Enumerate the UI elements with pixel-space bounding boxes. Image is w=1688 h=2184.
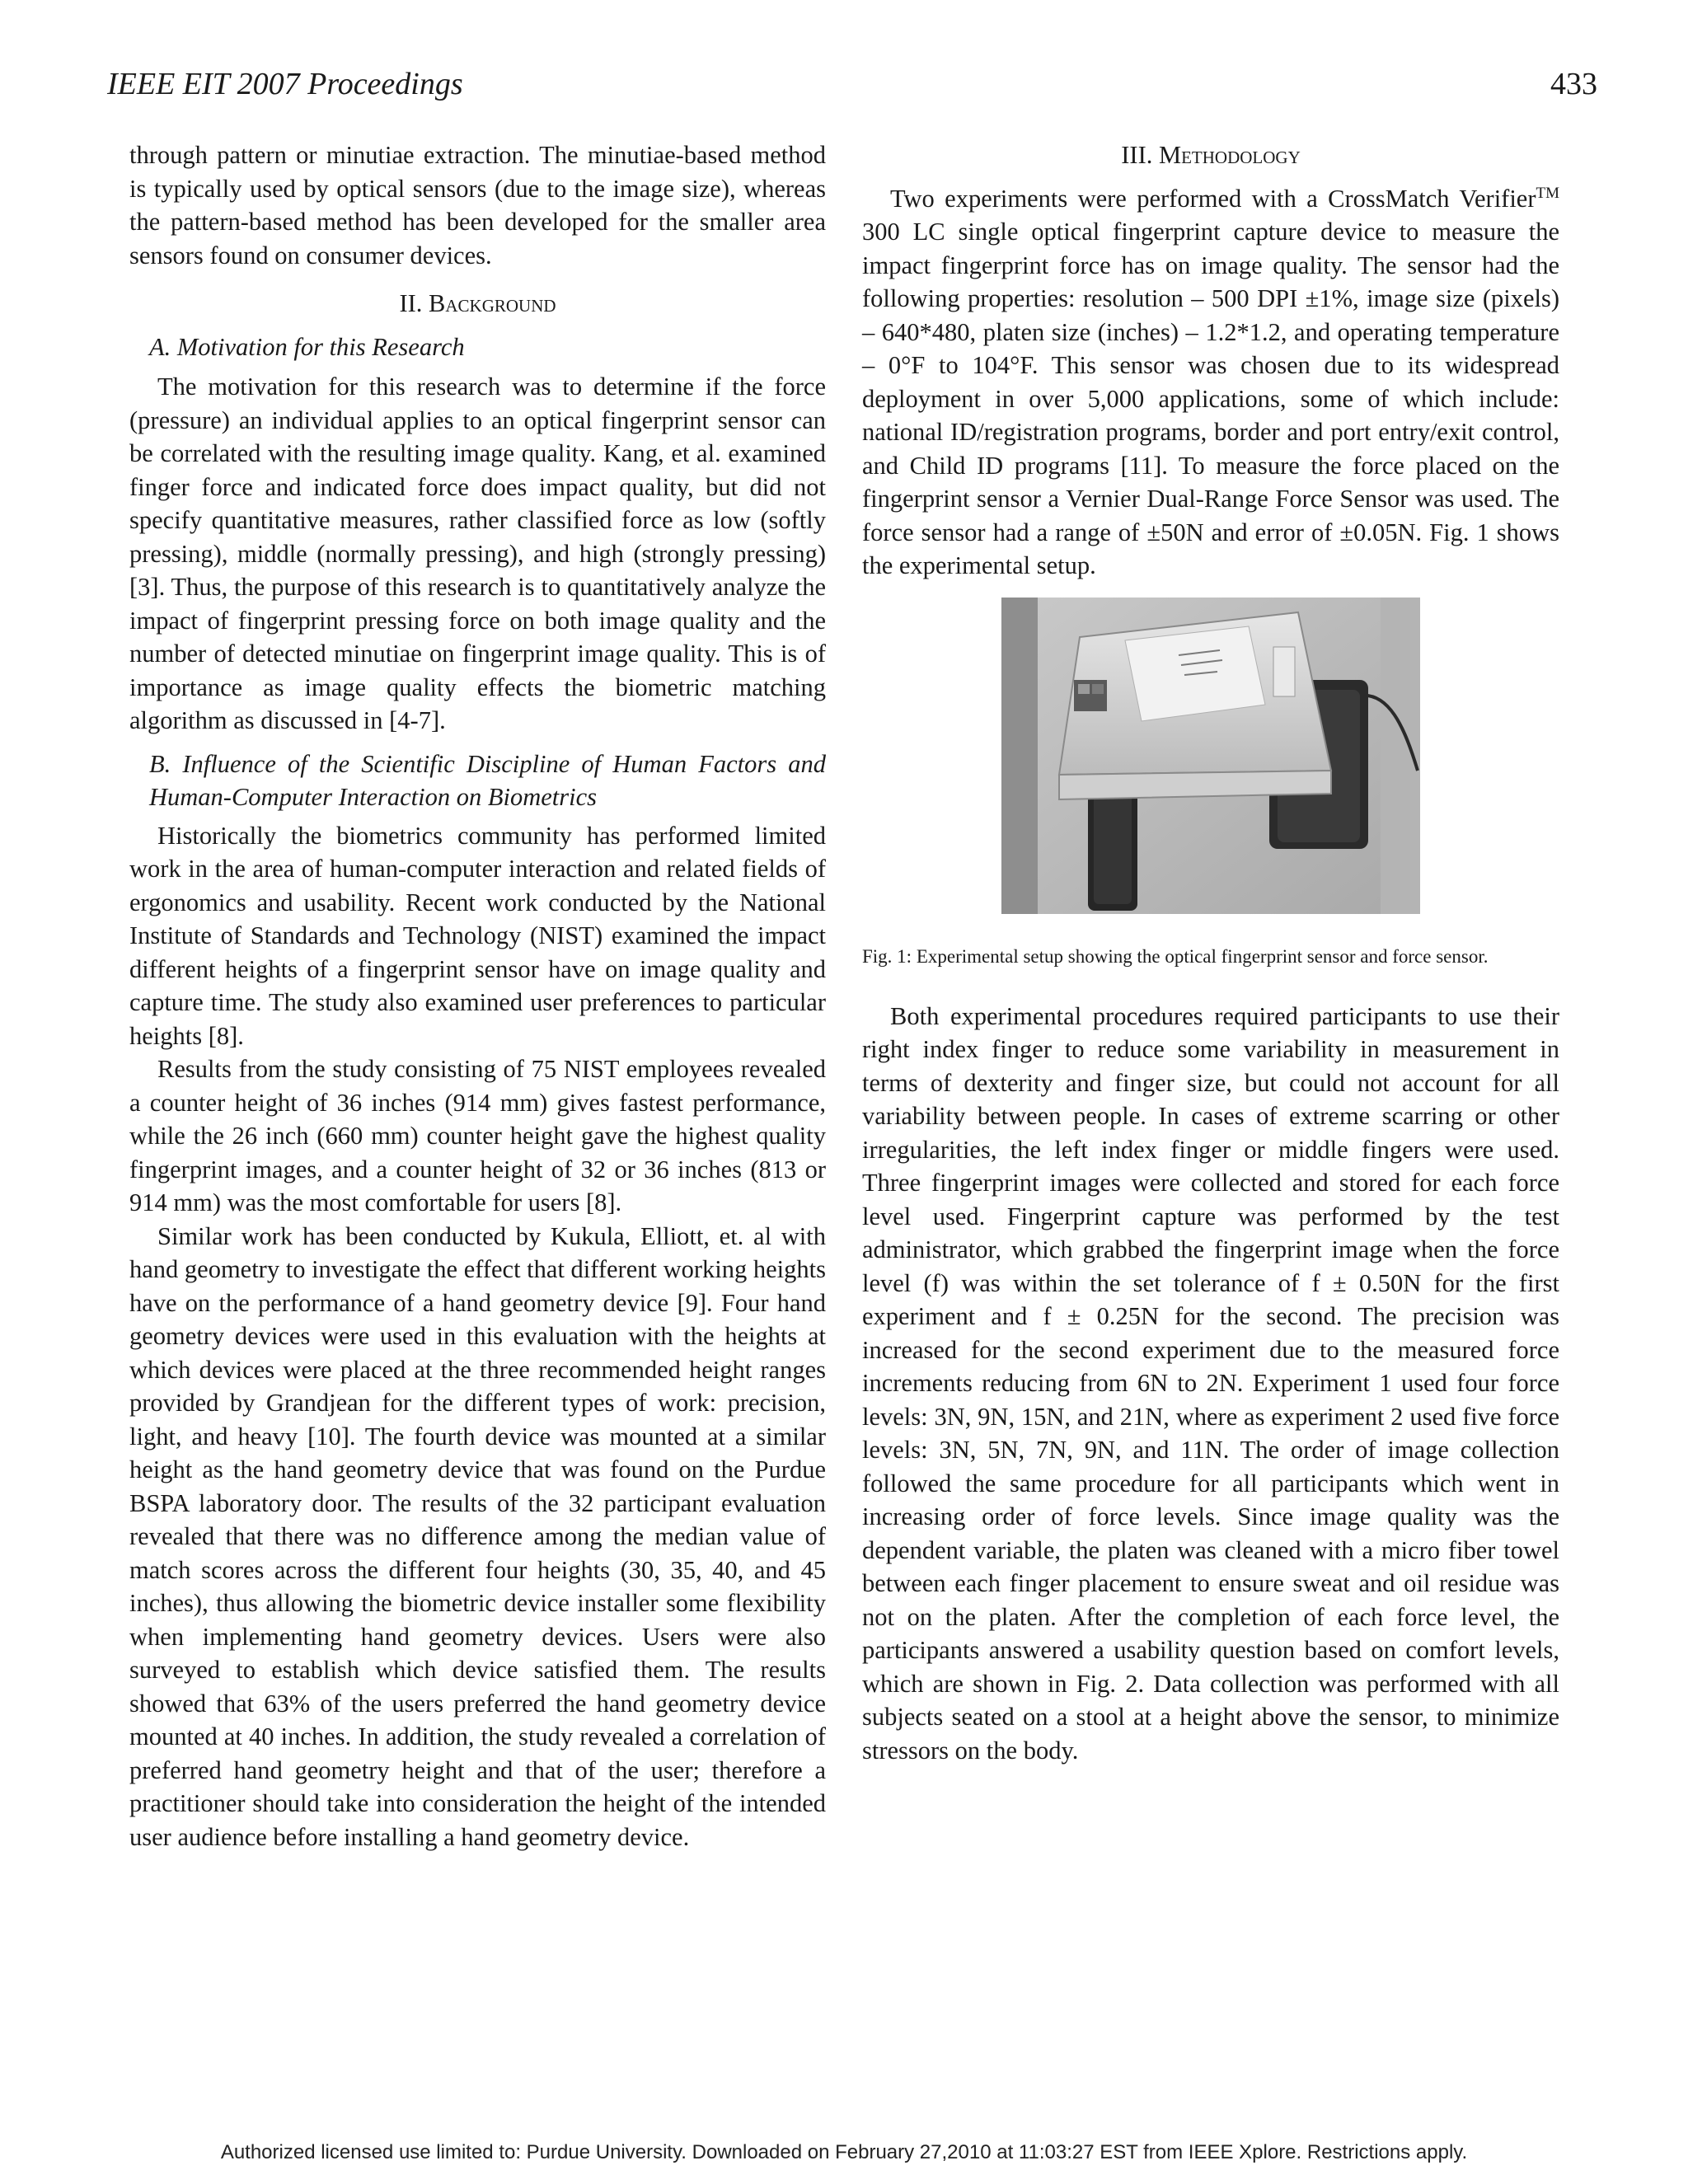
section-number: II. bbox=[399, 289, 423, 317]
paragraph-historically: Historically the biometrics community has performed limited work in the area of human-computer interaction and related fields of ergonomics and usability. Recent work conducted by the National Institute of Standards and Technology (NIST) examined the impact different heights of a fingerprint sensor have on image quality and capture time. The study also examined user preferences to particular heights [8]. bbox=[129, 821, 826, 1050]
page-header bbox=[107, 66, 1597, 107]
section-title: Methodology bbox=[1158, 141, 1301, 169]
section-number: III. bbox=[1121, 141, 1153, 169]
methodology-text-b: 300 LC single optical fingerprint capture device to measure the impact fingerprint force has on image quality. The sensor had the following properties: resolution – 500 DPI ±1%, image size (pixels) – 640*480, platen size (inches) – 1.2*1.2, and operating temperature – 0°F to 104°F. This sensor was chosen due to its widespread deployment in over 5,000 applications, some of which include: national ID/registration programs, border and port entry/exit control, and Child ID programs [11]. To measure the force placed on the fingerprint sensor a Vernier Dual-Range Force Sensor was used. The force sensor had a range of ±50N and error of ±0.05N. Fig. 1 shows the experimental setup. bbox=[862, 218, 1559, 579]
subsection-heading-b: B. Influence of the Scientific Discipline of Human Factors and Human-Computer Interaction on Biometrics bbox=[149, 749, 826, 811]
methodology-text-a: Two experiments were performed with a CrossMatch Verifier bbox=[890, 184, 1536, 213]
journal-title: IEEE EIT 2007 Proceedings bbox=[107, 67, 463, 101]
setup-photo-illustration bbox=[1001, 598, 1420, 914]
experimental-setup-photo bbox=[1001, 598, 1420, 914]
trademark-superscript: TM bbox=[1536, 184, 1559, 202]
paragraph-nist-results: Results from the study consisting of 75 NIST employees revealed a counter height of 36 inches (914 mm) gives fastest performance, while the 26 inch (660 mm) counter height gave the highest quality fingerprint images, and a counter height of 32 or 36 inches (813 or 914 mm) was the most comfortable for users [8]. bbox=[129, 1055, 826, 1216]
left-column bbox=[129, 138, 826, 1854]
subsection-heading-a: A. Motivation for this Research bbox=[149, 332, 465, 361]
right-column bbox=[862, 138, 1559, 1767]
paragraph-motivation: The motivation for this research was to determine if the force (pressure) an individual applies to an optical fingerprint sensor can be correlated with the resulting image quality. Kang, et al. examined finger force and indicated force does impact quality, but did not specify quantitative measures, rather classified force as low (softly pressing), middle (normally pressing), and high (strongly pressing) [3]. Thus, the purpose of this research is to quantitatively analyze the impact of fingerprint pressing force on both image quality and the number of detected minutiae on fingerprint image quality. This is of importance as image quality effects the biometric matching algorithm as discussed in [4-7]. bbox=[129, 373, 826, 734]
figure-caption: Fig. 1: Experimental setup showing the optical fingerprint sensor and force sensor. bbox=[862, 945, 1489, 967]
section-heading-background bbox=[129, 287, 826, 321]
section-heading-methodology bbox=[862, 138, 1559, 172]
license-footer: Authorized licensed use limited to: Purdue University. Downloaded on February 27,2010 at 11:03:27 EST from IEEE Xplore. Restrictions apply. bbox=[220, 2141, 1468, 2163]
paragraph-continued: through pattern or minutiae extraction. The minutiae-based method is typically used by optical sensors (due to the image size), whereas the pattern-based method has been developed for the smaller area sensors found on consumer devices. bbox=[129, 141, 826, 269]
spacer bbox=[862, 970, 1559, 1000]
section-title: Background bbox=[429, 289, 556, 317]
page-number: 433 bbox=[1550, 67, 1597, 101]
paragraph-hand-geometry: Similar work has been conducted by Kukula, Elliott, et. al with hand geometry to investigate the effect that different working heights have on the performance of a hand geometry device [9]. Four hand geometry devices were used in this evaluation with the heights at which devices were placed at the three recommended height ranges provided by Grandjean for the different types of work: precision, light, and heavy [10]. The fourth device was mounted at a similar height as the hand geometry device that was found on the Purdue BSPA laboratory door. The results of the 32 participant evaluation revealed that there was no difference among the median value of match scores across the different four heights (30, 35, 40, and 45 inches), thus allowing the biometric device installer some flexibility when implementing hand geometry devices. Users were also surveyed to establish which device satisfied them. The results showed that 63% of the users preferred the hand geometry device mounted at 40 inches. In addition, the study revealed a correlation of preferred hand geometry height and that of the user; therefore a practitioner should take into consideration the height of the intended user audience before installing a hand geometry device. bbox=[129, 1221, 826, 1851]
paragraph-methodology bbox=[862, 182, 1559, 583]
paragraph-procedures: Both experimental procedures required participants to use their right index finger to reduce some variability in measurement in terms of dexterity and finger size, but could not account for all variability between people. In cases of extreme scarring or other irregularities, the left index finger or middle fingers were used. Three fingerprint images were collected and stored for each force level used. Fingerprint capture was performed by the test administrator, which grabbed the fingerprint image when the force level (f) was within the set tolerance of f ± 0.50N for the first experiment and f ± 0.25N for the second. The precision was increased for the second experiment due to the measured force increments reducing from 6N to 2N. Experiment 1 used four force levels: 3N, 9N, 15N, and 21N, where as experiment 2 used five force levels: 3N, 5N, 7N, 9N, and 11N. The order of image collection followed the same procedure for all participants which went in increasing order of force levels. Since image quality was the dependent variable, the platen was cleaned with a micro fiber towel between each finger placement to ensure sweat and oil residue was not on the platen. After the completion of each force level, the participants answered a usability question based on comfort levels, which are shown in Fig. 2. Data collection was performed with all subjects seated on a stool at a height above the sensor, to minimize stressors on the body. bbox=[862, 1001, 1559, 1765]
